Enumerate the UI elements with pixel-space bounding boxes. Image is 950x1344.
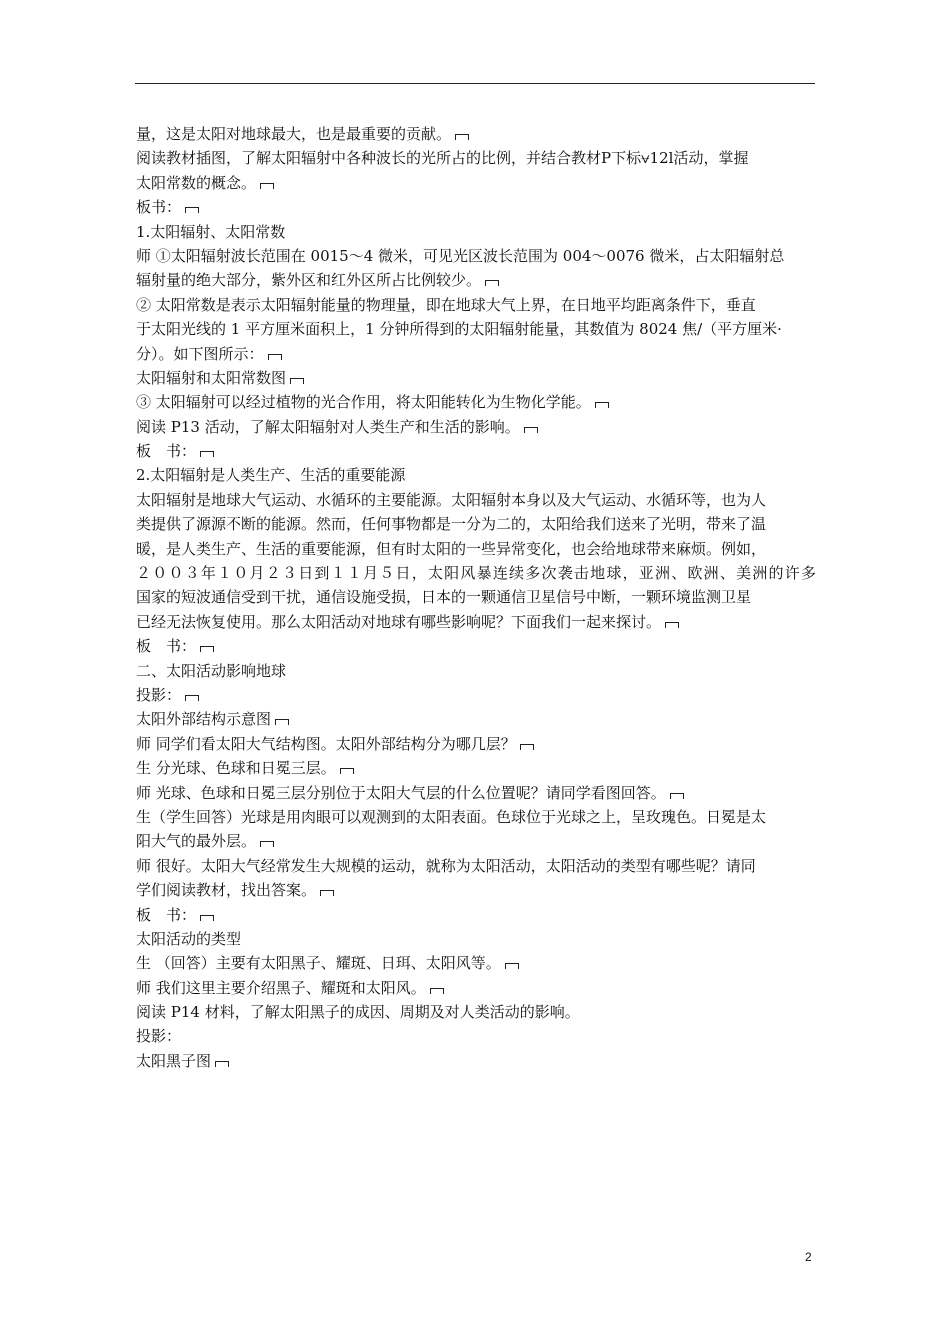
- text-line: 板 书：: [136, 439, 816, 463]
- paragraph-mark-icon: [520, 744, 534, 750]
- text-line: 量，这是太阳对地球最大，也是最重要的贡献。: [136, 122, 816, 146]
- text-line: 阅读教材插图，了解太阳辐射中各种波长的光所占的比例，并结合教材P下标⩝12l活动，掌握: [136, 149, 749, 168]
- text-line: ③ 太阳辐射可以经过植物的光合作用，将太阳能转化为生物化学能。: [136, 390, 816, 414]
- paragraph-mark-icon: [200, 915, 214, 921]
- page-number: 2: [805, 1250, 812, 1264]
- text-line: 阳大气的最外层。: [136, 829, 816, 853]
- text-line: 辐射量的绝大部分，紫外区和红外区所占比例较少。: [136, 268, 816, 292]
- text-line: 师 很好。太阳大气经常发生大规模的运动，就称为太阳活动，太阳活动的类型有哪些呢？请同: [136, 856, 756, 875]
- paragraph-mark-icon: [524, 427, 538, 433]
- paragraph-mark-icon: [505, 963, 519, 969]
- text-line: 板书：: [136, 195, 816, 219]
- paragraph-mark-icon: [275, 719, 289, 725]
- paragraph-mark-icon: [260, 841, 274, 847]
- text-line: 国家的短波通信受到干扰，通信设施受损，日本的一颗通信卫星信号中断，一颗环境监测卫星: [136, 588, 752, 607]
- text-line: 阅读 P13 活动，了解太阳辐射对人类生产和生活的影响。: [136, 415, 816, 439]
- section-heading: 2.太阳辐射是人类生产、生活的重要能源: [136, 466, 406, 485]
- text-line: 学们阅读教材，找出答案。: [136, 878, 816, 902]
- text-line: 分）。如下图所示：: [136, 342, 816, 366]
- figure-caption: 太阳外部结构示意图: [136, 707, 816, 731]
- paragraph-mark-icon: [185, 695, 199, 701]
- text-line: 太阳辐射是地球大气运动、水循环的主要能源。太阳辐射本身以及大气运动、水循环等，也为人: [136, 490, 767, 509]
- text-line: 生 （回答）主要有太阳黑子、耀斑、日珥、太阳风等。: [136, 951, 816, 975]
- section-heading: 太阳活动的类型: [136, 929, 242, 948]
- paragraph-mark-icon: [320, 890, 334, 896]
- text-line: 生 分光球、色球和日冕三层。: [136, 756, 816, 780]
- text-line: 师 我们这里主要介绍黑子、耀斑和太阳风。: [136, 976, 816, 1000]
- text-line: ② 太阳常数是表示太阳辐射能量的物理量，即在地球大气上界，在日地平均距离条件下，垂直: [136, 295, 756, 314]
- figure-caption: 太阳黑子图: [136, 1049, 816, 1073]
- text-line: 类提供了源源不断的能源。然而，任何事物都是一分为二的，太阳给我们送来了光明，带来了温: [136, 515, 767, 534]
- paragraph-mark-icon: [200, 646, 214, 652]
- paragraph-mark-icon: [665, 622, 679, 628]
- paragraph-mark-icon: [290, 378, 304, 384]
- text-line: 投影：: [136, 683, 816, 707]
- section-heading: 二、太阳活动影响地球: [136, 661, 287, 680]
- document-body: [136, 122, 816, 1073]
- paragraph-mark-icon: [215, 1061, 229, 1067]
- paragraph-mark-icon: [595, 402, 609, 408]
- text-line: 投影：: [136, 1027, 182, 1046]
- text-line: 板 书：: [136, 634, 816, 658]
- paragraph-mark-icon: [268, 354, 282, 360]
- text-line: 师 ①太阳辐射波长范围在 0015～4 微米，可见光区波长范围为 004～0076 微米，占太阳辐射总: [136, 246, 785, 265]
- paragraph-mark-icon: [455, 134, 469, 140]
- text-line: 于太阳光线的 1 平方厘米面积上，1 分钟所得到的太阳辐射能量，其数值为 8024 焦/（平方厘米·: [136, 320, 782, 339]
- paragraph-mark-icon: [485, 280, 499, 286]
- text-line: 师 光球、色球和日冕三层分别位于太阳大气层的什么位置呢？请同学看图回答。: [136, 781, 816, 805]
- paragraph-mark-icon: [200, 451, 214, 457]
- paragraph-mark-icon: [260, 183, 274, 189]
- text-line: 生（学生回答）光球是用肉眼可以观测到的太阳表面。色球位于光球之上，呈玫瑰色。日冕是太: [136, 807, 767, 826]
- text-line: ２００３年１０月２３日到１１月５日，太阳风暴连续多次袭击地球，亚洲、欧洲、美洲的许多: [136, 564, 816, 583]
- text-line: 已经无法恢复使用。那么太阳活动对地球有哪些影响呢？下面我们一起来探讨。: [136, 610, 816, 634]
- text-line: 师 同学们看太阳大气结构图。太阳外部结构分为哪几层？: [136, 732, 816, 756]
- section-heading: 1.太阳辐射、太阳常数: [136, 222, 286, 241]
- text-line: 阅读 P14 材料，了解太阳黑子的成因、周期及对人类活动的影响。: [136, 1003, 580, 1022]
- header-rule: [135, 83, 815, 84]
- paragraph-mark-icon: [430, 988, 444, 994]
- text-line: 暖，是人类生产、生活的重要能源，但有时太阳的一些异常变化，也会给地球带来麻烦。例如，: [136, 539, 767, 558]
- text-line: 板 书：: [136, 903, 816, 927]
- paragraph-mark-icon: [185, 207, 199, 213]
- paragraph-mark-icon: [670, 793, 684, 799]
- paragraph-mark-icon: [340, 768, 354, 774]
- text-line: 太阳常数的概念。: [136, 171, 816, 195]
- figure-caption: 太阳辐射和太阳常数图: [136, 366, 816, 390]
